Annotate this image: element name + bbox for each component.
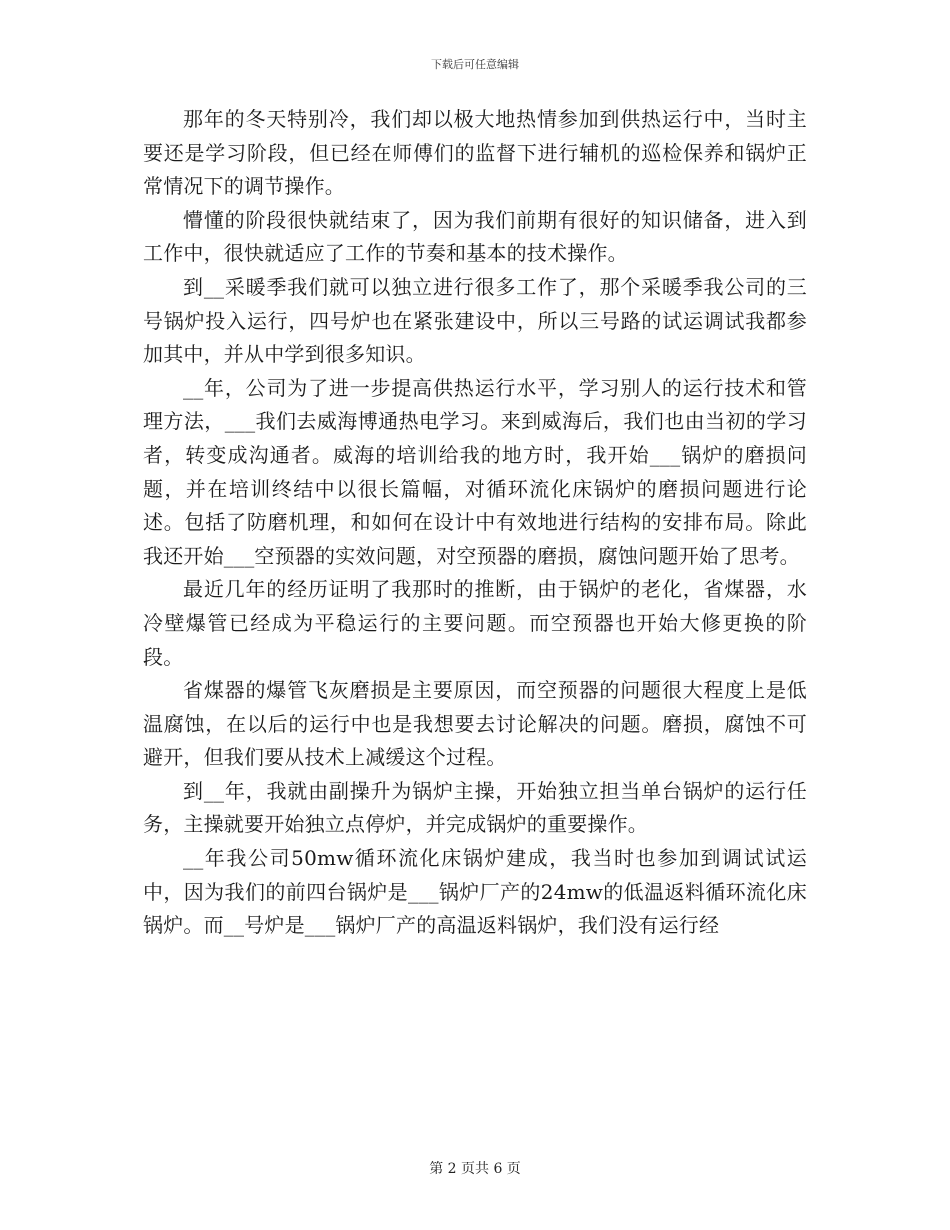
paragraph: 到__采暖季我们就可以独立进行很多工作了，那个采暖季我公司的三号锅炉投入运行，四号炉也在紧张建设中，所以三号路的试运调试我都参加其中，并从中学到很多知识。: [143, 274, 807, 367]
paragraph: 懵懂的阶段很快就结束了，因为我们前期有很好的知识储备，进入到工作中，很快就适应了工作的节奏和基本的技术操作。: [143, 207, 807, 266]
paragraph: 最近几年的经历证明了我那时的推断，由于锅炉的老化，省煤器，水冷壁爆管已经成为平稳运行的主要问题。而空预器也开始大修更换的阶段。: [143, 577, 807, 669]
paragraph: __年我公司50mw循环流化床锅炉建成，我当时也参加到调试试运中，因为我们的前四台锅炉是___锅炉厂产的24mw的低温返料循环流化床锅炉。而__号炉是___锅炉厂产的高温返料锅炉，我们没有运行经: [143, 846, 807, 938]
page-header: 下载后可任意编辑: [431, 58, 519, 71]
document-body: [143, 103, 807, 943]
paragraph: 省煤器的爆管飞灰磨损是主要原因，而空预器的问题很大程度上是低温腐蚀，在以后的运行中也是我想要去讨论解决的问题。磨损，腐蚀不可避开，但我们要从技术上减缓这个过程。: [143, 678, 807, 770]
paragraph: 那年的冬天特别冷，我们却以极大地热情参加到供热运行中，当时主要还是学习阶段，但已经在师傅们的监督下进行辅机的巡检保养和锅炉正常情况下的调节操作。: [143, 107, 807, 199]
paragraph: 到__年，我就由副操升为锅炉主操，开始独立担当单台锅炉的运行任务，主操就要开始独立点停炉，并完成锅炉的重要操作。: [143, 778, 807, 837]
page-footer: 第 2 页共 6 页: [429, 1161, 521, 1177]
paragraph: __年，公司为了进一步提高供热运行水平，学习别人的运行技术和管理方法，___我们去威海博通热电学习。来到威海后，我们也由当初的学习者，转变成沟通者。威海的培训给我的地方时，我开始___锅炉的磨损问题，并在培训终结中以很长篇幅，对循环流化床锅炉的磨损问题进行论述。包括了防磨机理，和如何在设计中有效地进行结构的安排布局。除此我还开始___空预器的实效问题，对空预器的磨损，腐蚀问题开始了思考。: [143, 375, 807, 568]
